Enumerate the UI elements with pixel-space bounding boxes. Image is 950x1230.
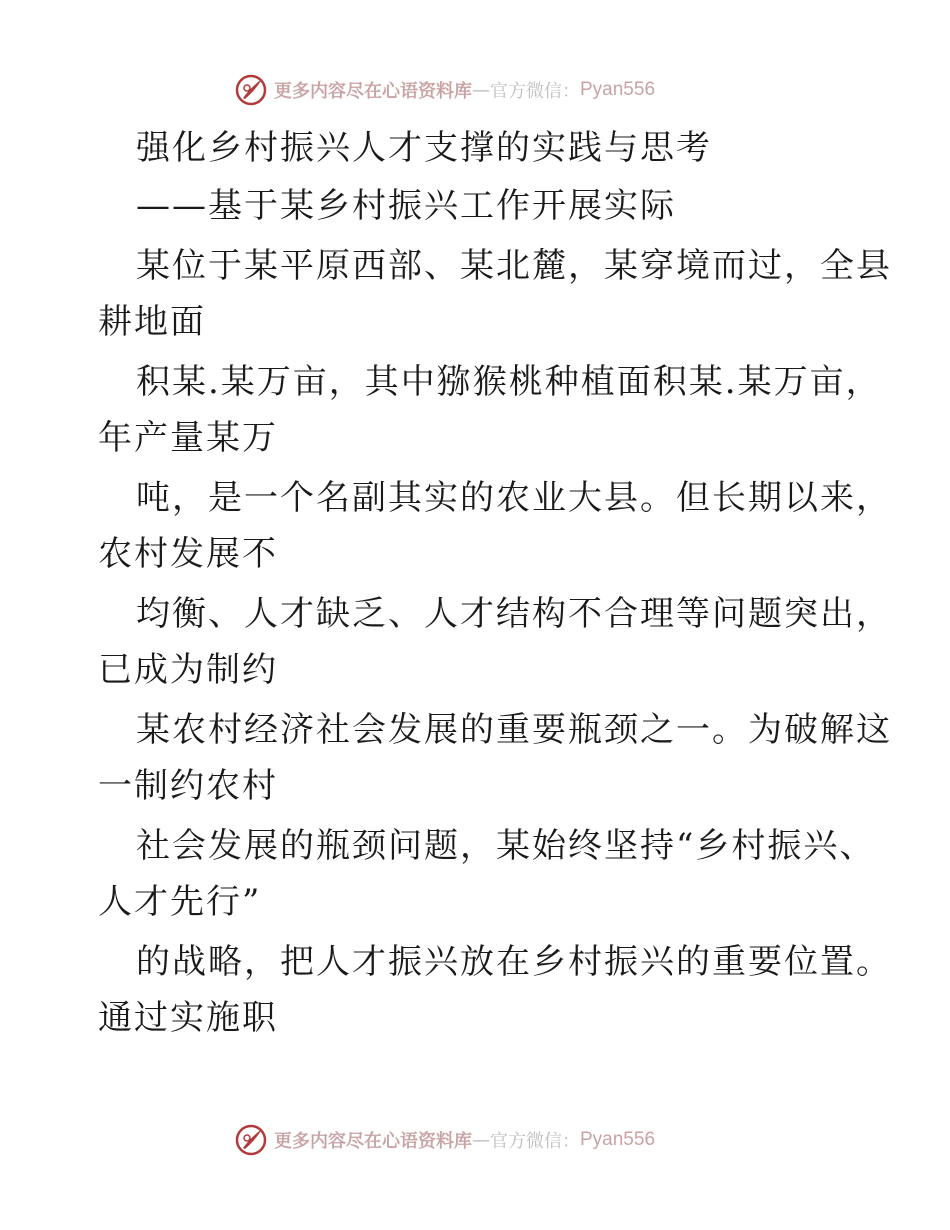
paragraph-line: 一制约农村 bbox=[98, 766, 278, 806]
watermark-header bbox=[234, 73, 754, 107]
watermark-separator: — bbox=[472, 1129, 490, 1151]
watermark-brand: 更多内容尽在心语资料库 bbox=[274, 81, 472, 102]
watermark-wechat-id: Pyan556 bbox=[580, 79, 656, 100]
watermark-wechat-label: 官方微信： bbox=[490, 81, 580, 102]
paragraph-line: 某农村经济社会发展的重要瓶颈之一。为破解这 bbox=[136, 710, 892, 750]
paragraph-line: 均衡、人才缺乏、人才结构不合理等问题突出， bbox=[136, 594, 892, 634]
paragraph-line: 农村发展不 bbox=[98, 534, 278, 574]
paragraph-line: 的战略，把人才振兴放在乡村振兴的重要位置。 bbox=[136, 942, 892, 982]
quill-logo-icon bbox=[234, 1123, 268, 1157]
paragraph-line: 已成为制约 bbox=[98, 650, 278, 690]
paragraph-line: 耕地面 bbox=[98, 302, 206, 342]
document-title: 强化乡村振兴人才支撑的实践与思考 bbox=[136, 128, 712, 168]
watermark-separator: — bbox=[472, 79, 490, 101]
paragraph-line: 年产量某万 bbox=[98, 418, 278, 458]
paragraph-line: 积某.某万亩，其中猕猴桃种植面积某.某万亩， bbox=[136, 362, 882, 402]
watermark-brand: 更多内容尽在心语资料库 bbox=[274, 1131, 472, 1152]
paragraph-line: 某位于某平原西部、某北麓，某穿境而过，全县 bbox=[136, 246, 892, 286]
document-subtitle: ——基于某乡村振兴工作开展实际 bbox=[136, 186, 676, 226]
watermark-footer bbox=[234, 1123, 754, 1157]
paragraph-line: 吨，是一个名副其实的农业大县。但长期以来， bbox=[136, 478, 892, 518]
paragraph-line: 社会发展的瓶颈问题，某始终坚持“乡村振兴、 bbox=[136, 826, 876, 866]
watermark-wechat-label: 官方微信： bbox=[490, 1131, 580, 1152]
paragraph-line: 人才先行” bbox=[98, 882, 262, 922]
watermark-wechat-id: Pyan556 bbox=[580, 1129, 656, 1150]
paragraph-line: 通过实施职 bbox=[98, 998, 278, 1038]
quill-logo-icon bbox=[234, 73, 268, 107]
